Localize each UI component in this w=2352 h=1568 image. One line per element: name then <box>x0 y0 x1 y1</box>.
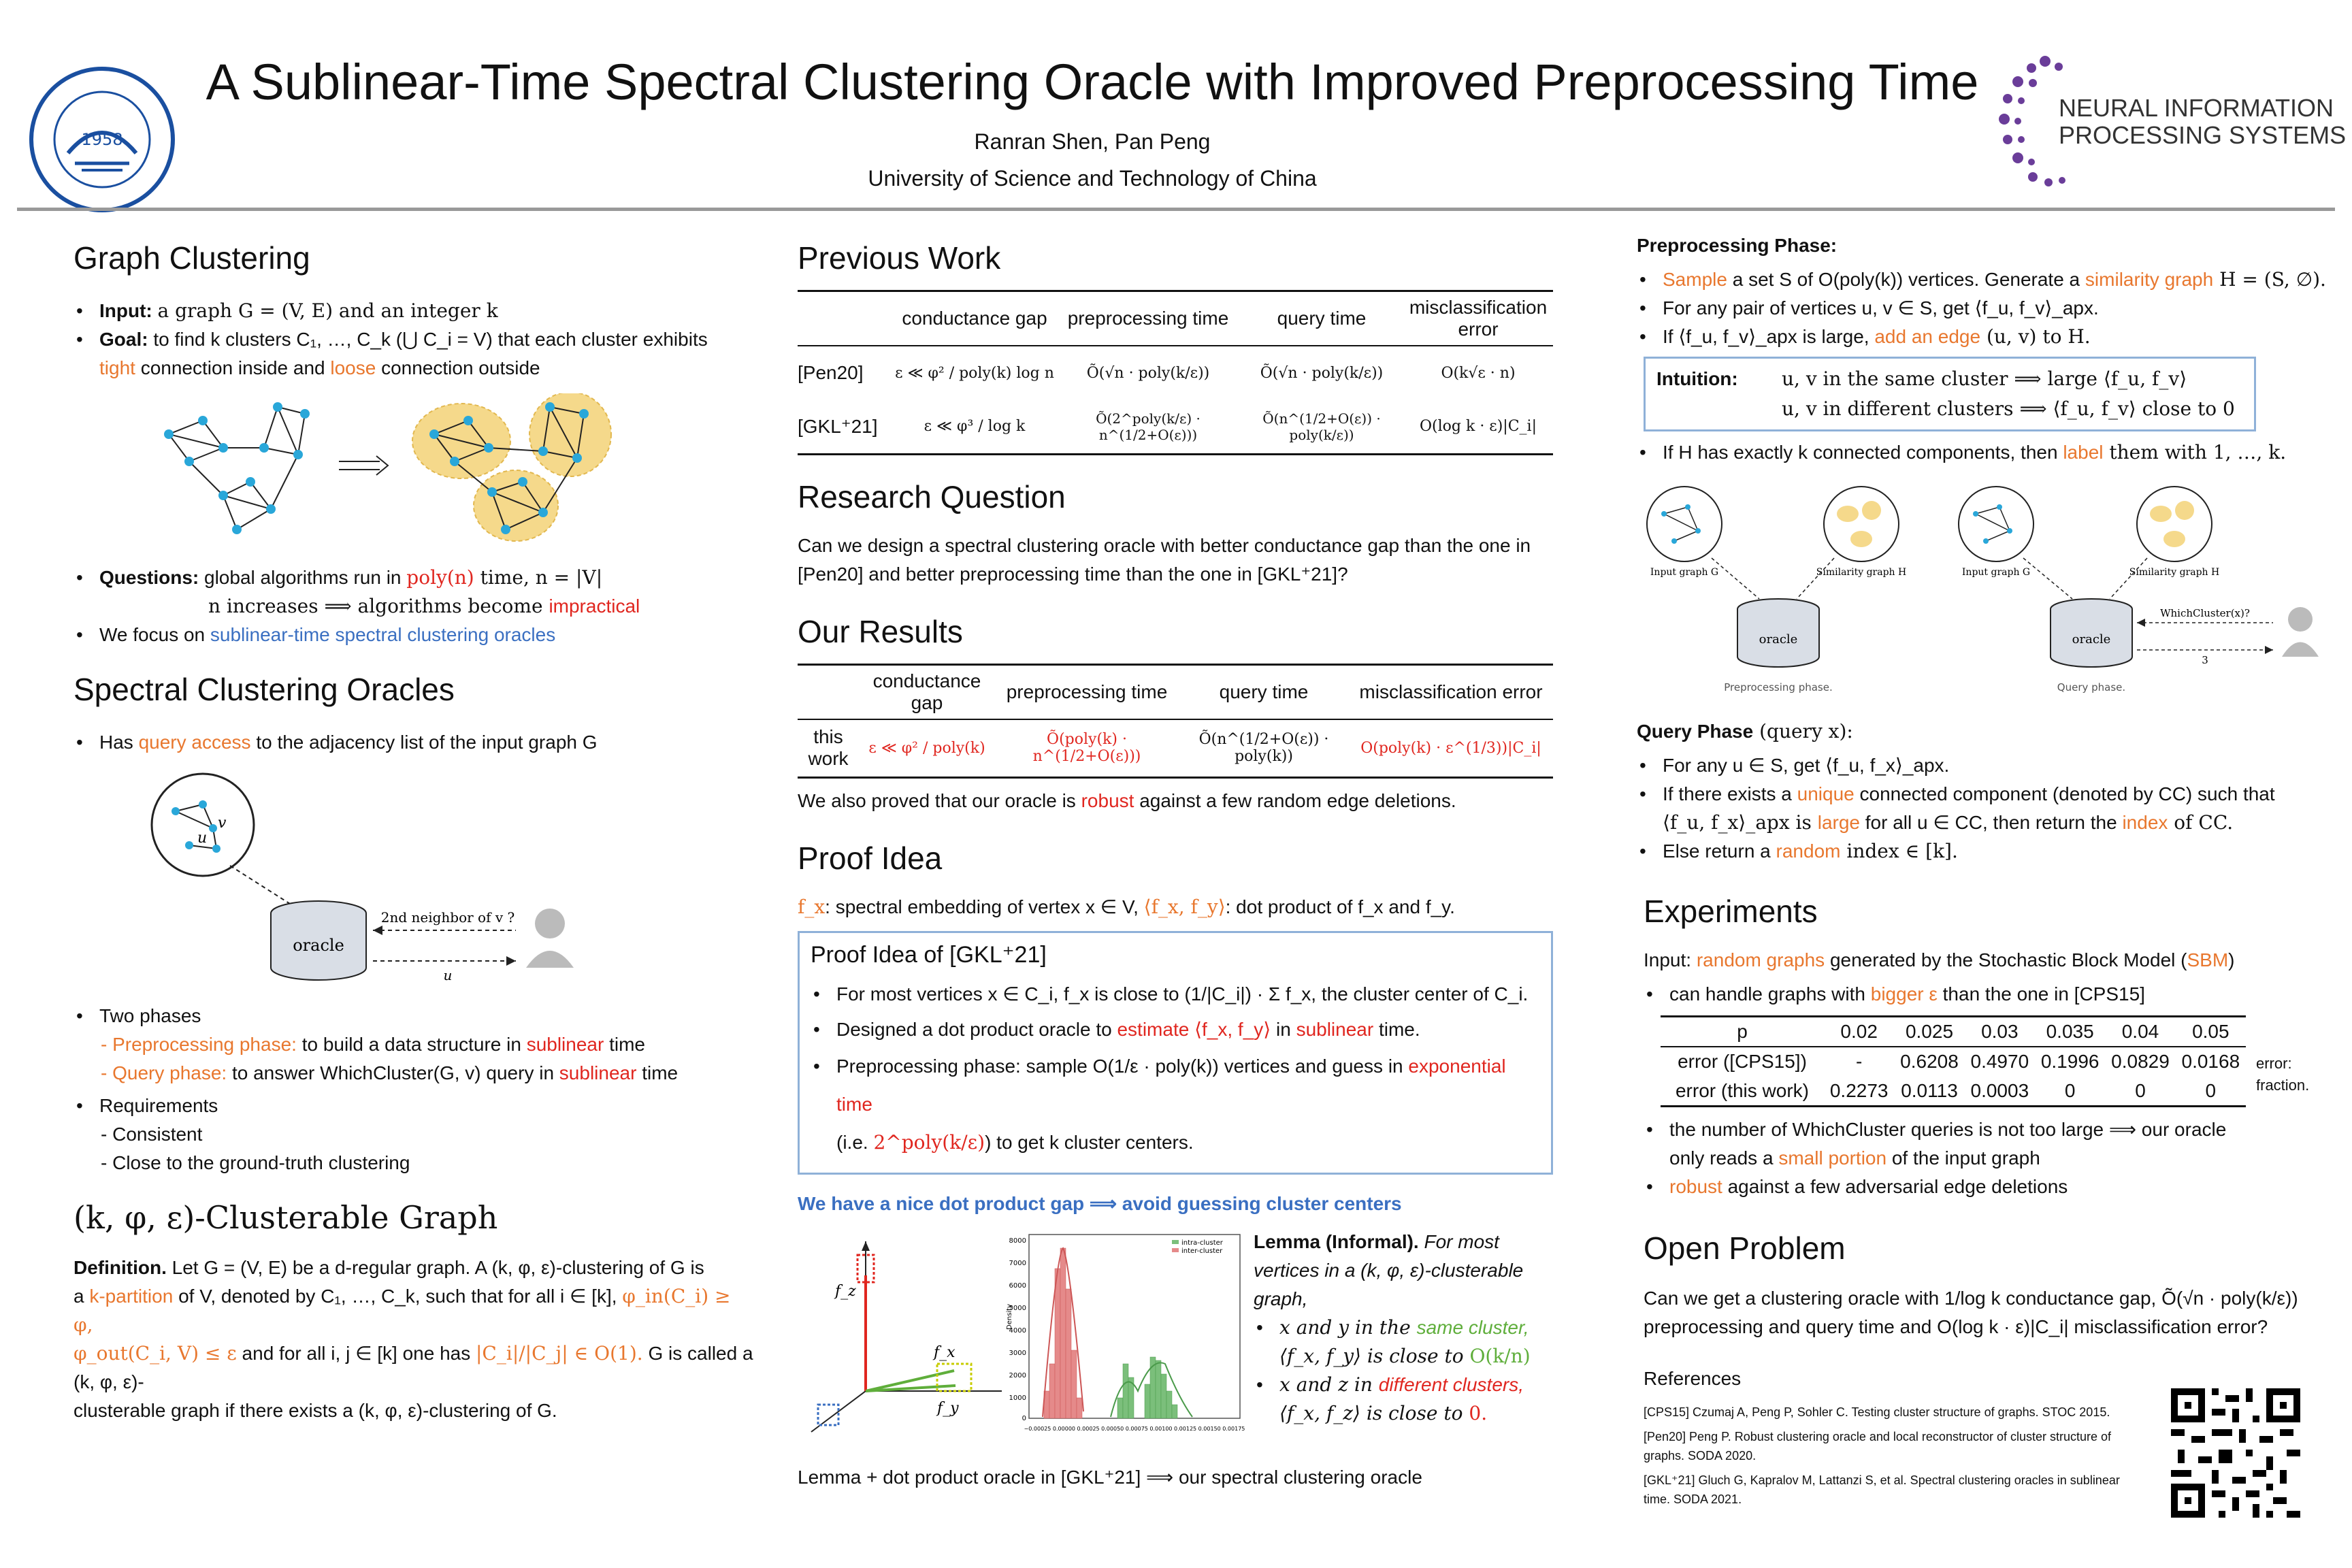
affiliation: University of Science and Technology of China <box>868 166 1317 191</box>
gkl-box-title: Proof Idea of [GKL⁺21] <box>811 942 1047 968</box>
query-b1: • For any u ∈ S, get ⟨f_u, f_x⟩_apx. <box>1637 751 2331 780</box>
authors: Ranran Shen, Pan Peng <box>974 129 1211 154</box>
svg-text:inter-cluster: inter-cluster <box>1181 1247 1223 1255</box>
svg-text:2nd neighbor of v ?: 2nd neighbor of v ? <box>380 909 515 926</box>
gkl-b2: • Designed a dot product oracle to estimate ⟨f_x, f_y⟩ in sublinear time. <box>811 1012 1540 1047</box>
svg-text:WhichCluster(x)?: WhichCluster(x)? <box>2160 607 2250 619</box>
svg-text:1958: 1958 <box>81 130 123 149</box>
focus-bullet: • We focus on sublinear-time spectral clustering oracles <box>74 621 754 649</box>
poster-title: A Sublinear-Time Spectral Clustering Oracle with Improved Preprocessing Time <box>206 54 1979 110</box>
svg-text:7000: 7000 <box>1009 1260 1026 1267</box>
heading-proof-idea: Proof Idea <box>798 840 943 876</box>
gkl-b3: • Preprocessing phase: sample O(1/ε · poly(k)) vertices and guess in exponential time (i.e. 2^poly(k/ε)) to get k cluster centers. <box>811 1047 1540 1162</box>
pre-b3: • If ⟨f_u, f_v⟩_apx is large, add an edge (u, v) to H. <box>1637 323 2331 351</box>
svg-text:Density: Density <box>1006 1303 1013 1330</box>
pre-b4: • If H has exactly k connected components, then label them with 1, …, k. <box>1637 438 2331 467</box>
svg-text:u: u <box>197 830 208 847</box>
embedding-figure <box>798 1228 1560 1459</box>
heading-references: References <box>1644 1368 1742 1389</box>
ref-gkl21: [GKL⁺21] Gluch G, Kapralov M, Lattanzi S, et al. Spectral clustering oracles in sublinear time. SODA 2021. <box>1644 1473 2120 1506</box>
open-problem-text: Can we get a clustering oracle with 1/log k conductance gap, Õ(√n · poly(k/ε)) preprocessing and query time and O(log k · ε)|C_i| misclassification error? <box>1644 1288 2298 1337</box>
heading-clusterable: (k, φ, ε)-Clusterable Graph <box>74 1199 498 1236</box>
embedding-text: f_x: spectral embedding of vertex x ∈ V, ⟨f_x, f_y⟩: dot product of f_x and f_y. <box>798 896 1455 918</box>
heading-graph-clustering: Graph Clustering <box>74 240 310 276</box>
exp-c2: • the number of WhichCluster queries is not too large ⟹ our oracle only reads a small portion of the input graph <box>1644 1115 2331 1173</box>
heading-experiments: Experiments <box>1644 894 1818 929</box>
svg-text:5000: 5000 <box>1009 1305 1026 1312</box>
neurips-text-2: PROCESSING SYSTEMS <box>2059 121 2347 149</box>
column-middle <box>798 231 1560 1492</box>
svg-text:Similarity graph H: Similarity graph H <box>1816 567 1907 578</box>
svg-text:intra-cluster: intra-cluster <box>1181 1239 1223 1247</box>
svg-text:4000: 4000 <box>1009 1327 1026 1335</box>
svg-text:1000: 1000 <box>1009 1394 1026 1402</box>
input-bullet: • Input: a graph G = (V, E) and an integer k <box>74 297 754 325</box>
experiments-table: p 0.02 0.025 0.03 0.035 0.04 0.05 error ([CPS15]) - 0.6208 0.4970 0.1996 0.0829 0.0168 error (this work) 0.2273 0.0113 0.0003 0 0 0 <box>1661 1015 2246 1107</box>
heading-open-problem: Open Problem <box>1644 1230 1846 1266</box>
ustc-logo <box>27 65 177 214</box>
qr-code[interactable] <box>2171 1388 2300 1518</box>
gkl-b1: • For most vertices x ∈ C_i, f_x is close to (1/|C_i|) · Σ f_x, the cluster center of C_i. <box>811 977 1540 1012</box>
svg-text:oracle: oracle <box>1759 632 1798 647</box>
svg-text:Query phase.: Query phase. <box>2057 681 2126 693</box>
previous-work-table: conductance gap preprocessing time query time misclassification error [Pen20] ε ≪ φ² / poly(k) log n Õ(√n · poly(k/ε)) Õ(√n · poly(k/ε)) O(k√ε · n) [GKL⁺21] ε ≪ φ³ / log k Õ(2^poly(k/ε) · n^(1/2+O(ε))) Õ(n^(1/2+O(ε)) · poly(k/ε)) O(log k · ε)|C_i| <box>798 290 1553 455</box>
query-access-bullet: • Has query access to the adjacency list of the input graph G <box>74 728 754 757</box>
intuition-box: Intuition: u, v in the same cluster ⟹ large ⟨f_u, f_v⟩ u, v in different clusters ⟹ ⟨f_u, f_v⟩ close to 0 <box>1644 357 2256 431</box>
svg-text:oracle: oracle <box>293 936 344 955</box>
neurips-text-1: NEURAL INFORMATION <box>2059 94 2334 122</box>
header-rule <box>17 208 2335 211</box>
query-b2: • If there exists a unique connected component (denoted by CC) such that ⟨f_u, f_x⟩_apx is large for all u ∈ CC, then return the index of CC. <box>1637 780 2331 837</box>
references-list <box>1644 1403 2140 1509</box>
neurips-logo <box>1991 48 2347 197</box>
phase-figure <box>1637 476 2331 701</box>
svg-text:2000: 2000 <box>1009 1372 1026 1379</box>
pre-phase-line: - Preprocessing phase: to build a data structure in sublinear time <box>101 1034 646 1055</box>
definition-text: Definition. Let G = (V, E) be a d-regular graph. A (k, φ, ε)-clustering of G is a k-partition of V, denoted by C₁, …, C_k, such that for all i ∈ [k], φ_in(C_i) ≥ φ, φ_out(C_i, V) ≤ ε and for all i, j ∈ [k] one has |C_i|/|C_j| ∈ O(1). G is called a (k, φ, ε)- clusterable graph if there exists a (k, φ, ε)-clustering of G. <box>74 1257 753 1421</box>
two-phases-bullet: • Two phases <box>74 1002 754 1030</box>
svg-text:0: 0 <box>1022 1415 1026 1422</box>
pre-b2: • For any pair of vertices u, v ∈ S, get ⟨f_u, f_v⟩_apx. <box>1637 294 2331 323</box>
clustering-figure <box>74 393 754 550</box>
heading-research-question: Research Question <box>798 479 1066 514</box>
svg-text:8000: 8000 <box>1009 1237 1026 1245</box>
svg-text:f_z: f_z <box>835 1283 856 1300</box>
robust-text: We also proved that our oracle is robust against a few random edge deletions. <box>798 790 1456 811</box>
goal-bullet: • Goal: to find k clusters C₁, …, C_k (⋃ C_i = V) that each cluster exhibits tight connection inside and loose connection outside <box>74 325 754 382</box>
svg-text:f_y: f_y <box>937 1400 959 1417</box>
heading-pre-phase: Preprocessing Phase: <box>1637 235 1838 256</box>
ref-cps15: [CPS15] Czumaj A, Peng P, Sohler C. Testing cluster structure of graphs. STOC 2015. <box>1644 1405 2110 1419</box>
svg-text:u: u <box>443 967 453 983</box>
svg-text:oracle: oracle <box>2072 632 2111 647</box>
svg-text:3000: 3000 <box>1009 1350 1026 1357</box>
heading-query-phase: Query Phase (query x): <box>1637 720 1853 742</box>
requirements-bullet: • Requirements <box>74 1092 754 1120</box>
column-left <box>74 231 754 1425</box>
heading-our-results: Our Results <box>798 614 963 649</box>
dot-product-gap: We have a nice dot product gap ⟹ avoid guessing cluster centers <box>798 1193 1402 1214</box>
svg-text:Similarity graph H: Similarity graph H <box>2129 567 2220 578</box>
ref-pen20: [Pen20] Peng P. Robust clustering oracle and local reconstructor of cluster structure of graphs. SODA 2020. <box>1644 1430 2112 1463</box>
pre-b1: • Sample a set S of O(poly(k)) vertices. Generate a similarity graph H = (S, ∅). <box>1637 265 2331 294</box>
svg-text:v: v <box>218 815 227 832</box>
svg-text:Input graph G: Input graph G <box>1961 567 2031 578</box>
req-consistent: - Consistent <box>101 1124 203 1145</box>
query-b3: • Else return a random index ∈ [k]. <box>1637 837 2331 866</box>
exp-c1: • can handle graphs with bigger ε than the one in [CPS15] <box>1644 980 2331 1009</box>
svg-text:−0.00025 0.00000 0.00025 0.000: −0.00025 0.00000 0.00025 0.00050 0.00075 0.00100 0.00125 0.00150 0.00175 <box>1024 1426 1245 1432</box>
query-phase-line: - Query phase: to answer WhichCluster(G, v) query in sublinear time <box>101 1062 679 1083</box>
experiments-input: Input: random graphs generated by the Stochastic Block Model (SBM) <box>1644 949 2235 970</box>
heading-oracles: Spectral Clustering Oracles <box>74 672 455 707</box>
table-note-2: fraction. <box>2256 1077 2310 1094</box>
svg-text:Input graph G: Input graph G <box>1650 567 1719 578</box>
table-note-1: error: <box>2256 1055 2292 1072</box>
svg-text:3: 3 <box>2202 654 2208 666</box>
svg-text:6000: 6000 <box>1009 1282 1026 1290</box>
questions-bullet: • Questions: global algorithms run in poly(n) time, n = |V| n increases ⟹ algorithms become impractical <box>74 564 754 621</box>
column-right <box>1637 231 2331 1509</box>
research-text: Can we design a spectral clustering oracle with better conductance gap than the one in [Pen20] and better preprocessing time than the one in [GKL⁺21]? <box>798 535 1531 585</box>
lemma-text: Lemma (Informal). For most vertices in a (k, φ, ε)-clusterable graph, • x and y in the same cluster, ⟨f_x, f_y⟩ is close to O(k/n) • x and z in different clusters, ⟨f_x, f_z⟩ is close to 0. <box>1254 1231 1531 1424</box>
req-close: - Close to the ground-truth clustering <box>101 1152 410 1173</box>
svg-text:Preprocessing phase.: Preprocessing phase. <box>1724 681 1833 693</box>
exp-c3: • robust against a few adversarial edge deletions <box>1644 1173 2331 1201</box>
heading-previous-work: Previous Work <box>798 240 1001 276</box>
results-table: conductance gap preprocessing time query time misclassification error this work ε ≪ φ² / poly(k) Õ(poly(k) · n^(1/2+O(ε))) Õ(n^(1/2+O(ε)) · poly(k)) O(poly(k) · ε^(1/3))|C_i| <box>798 664 1553 779</box>
final-statement: Lemma + dot product oracle in [GKL⁺21] ⟹ our spectral clustering oracle <box>798 1467 1422 1488</box>
svg-text:f_x: f_x <box>934 1344 956 1361</box>
gkl-proof-box <box>798 931 1553 1175</box>
oracle-figure <box>74 764 754 988</box>
